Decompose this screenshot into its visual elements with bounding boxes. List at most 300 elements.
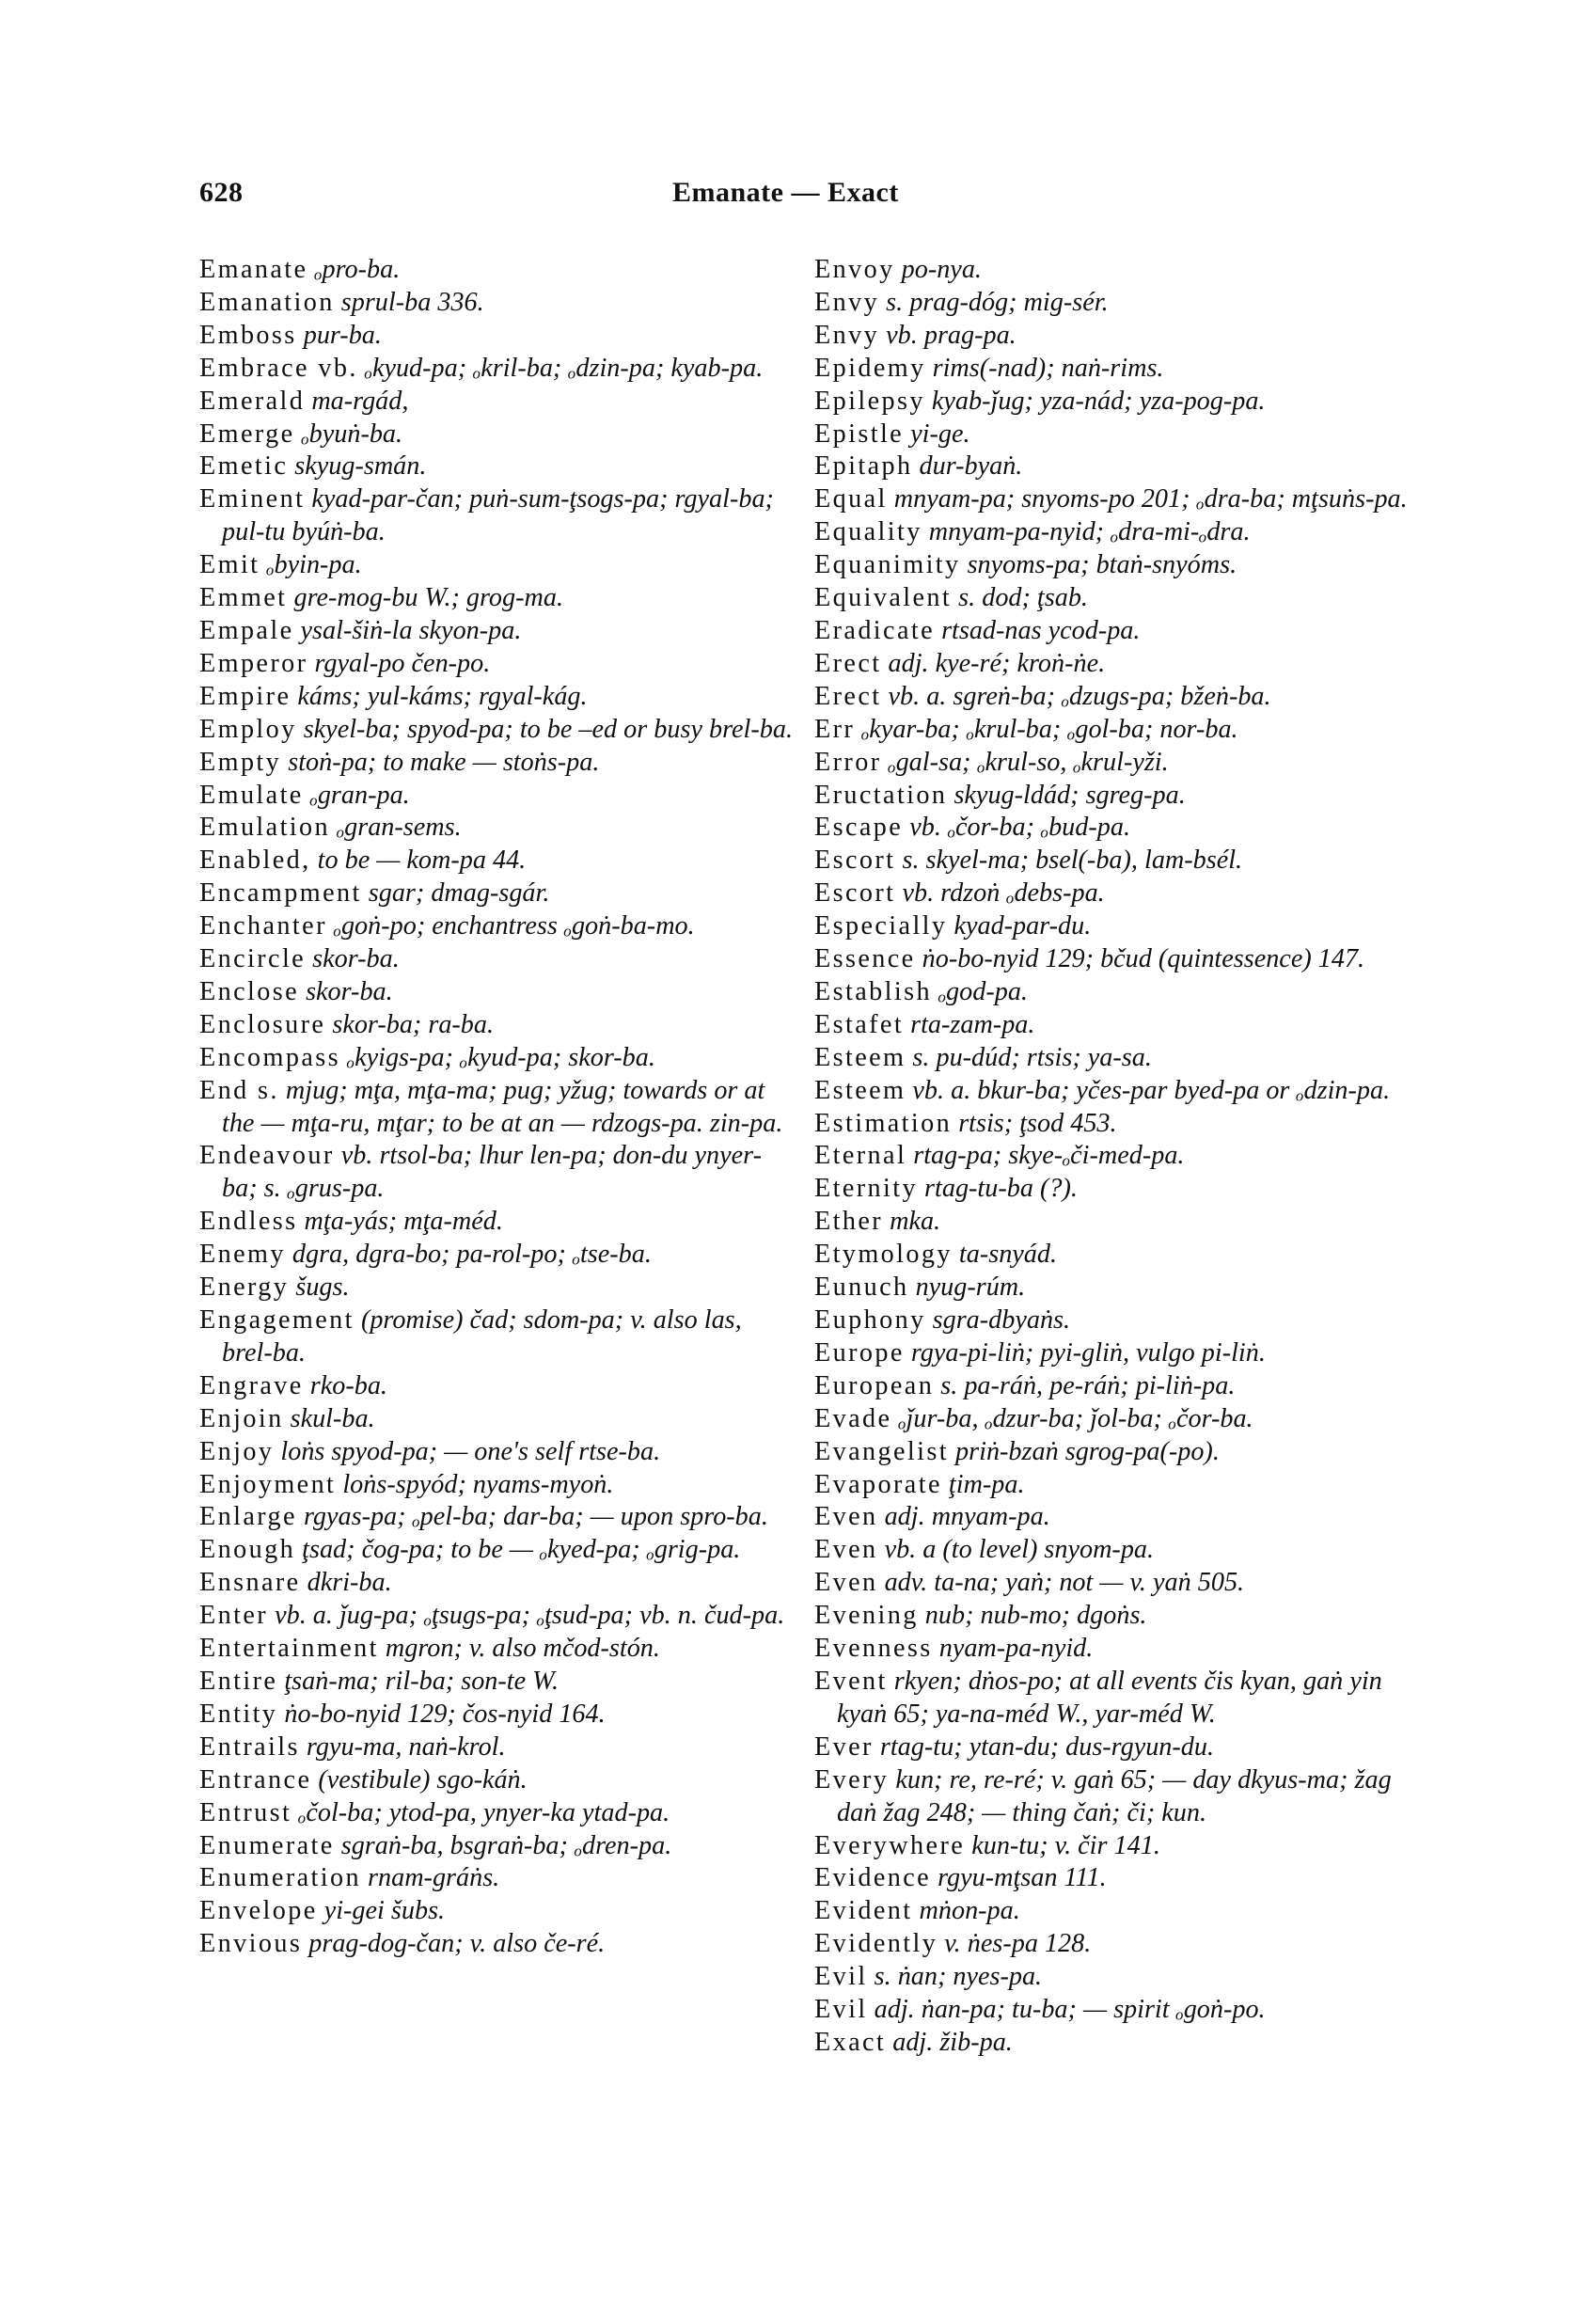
entry-headword: Enclose (199, 976, 300, 1006)
entry-headword: Engrave (199, 1370, 304, 1400)
entry-headword: Escort (814, 846, 896, 876)
entry-definition: kyab-ǰug; yza-nád; yza-pog-pa. (931, 386, 1266, 416)
entry-definition: mjug; mţa, mţa-ma; pug; yžug; towards or at the — mţa-ru, mţar; to be at an — rdzogs-pa. zin-pa. (222, 1075, 783, 1138)
entry-headword: Escort (814, 878, 896, 909)
dictionary-entry (199, 353, 796, 386)
entry-headword: Encampment (199, 878, 362, 909)
entry-definition: skor-ba. (312, 944, 400, 974)
entry-definition: rgyas-pa; ₒpel-ba; dar-ba; — upon spro-ba. (303, 1502, 768, 1532)
entry-definition: rko-ba. (309, 1370, 387, 1400)
entry-definition: yi-ge. (910, 419, 970, 449)
entry-definition: ma-rgád, (311, 386, 409, 416)
dictionary-entry (814, 1272, 1416, 1304)
entry-headword: Engagement (199, 1305, 355, 1335)
dictionary-entry (199, 681, 796, 714)
dictionary-entry (199, 320, 796, 353)
dictionary-entry (199, 483, 796, 549)
entry-headword: Erect (814, 681, 882, 711)
entry-headword: Especially (814, 911, 948, 941)
entry-definition: ₒgran-pa. (309, 780, 410, 810)
dictionary-entry (814, 1337, 1416, 1370)
entry-definition: s. prag-dóg; mig-sér. (886, 287, 1109, 317)
entry-headword: Europe (814, 1337, 905, 1368)
dictionary-entry (199, 648, 796, 681)
dictionary-entry (814, 1666, 1416, 1731)
dictionary-entry (199, 1403, 796, 1436)
entry-headword: Endeavour (199, 1141, 335, 1171)
entry-headword: Emanation (199, 287, 335, 317)
entry-definition: ₒpro-ba. (314, 255, 401, 284)
dictionary-entry (814, 976, 1416, 1009)
dictionary-entry (814, 549, 1416, 582)
dictionary-entry (814, 943, 1416, 976)
entry-headword: Endless (199, 1207, 298, 1237)
entry-definition: ₒǰur-ba, ₒdzur-ba; ǰol-ba; ₒčor-ba. (898, 1403, 1253, 1433)
dictionary-entry (814, 1895, 1416, 1928)
dictionary-entry (199, 1140, 796, 1206)
dictionary-entry (814, 1075, 1416, 1108)
entry-headword: Epistle (814, 419, 905, 449)
entry-definition: stoṅ-pa; to make — stoṅs-pa. (288, 747, 600, 777)
entry-definition: kun-tu; v. čir 141. (971, 1830, 1160, 1860)
entry-definition: ₒčol-ba; ytod-pa, ynyer-ka ytad-pa. (298, 1797, 670, 1827)
dictionary-entry (199, 1304, 796, 1370)
entry-headword: Entrails (199, 1731, 300, 1762)
entry-headword: Enough (199, 1535, 296, 1565)
entry-headword: Emit (199, 550, 260, 580)
entry-definition: adj. ṅan-pa; tu-ba; — spirit ₒgoṅ-po. (874, 1995, 1266, 2025)
page-number: 628 (199, 177, 244, 208)
entry-definition: skyug-ldád; sgreg-pa. (953, 780, 1186, 810)
entry-headword: Emetic (199, 451, 289, 482)
entry-definition: adv. ta-na; yaṅ; not — v. yaṅ 505. (884, 1568, 1245, 1598)
dictionary-entry (814, 1173, 1416, 1206)
entry-definition: mnyam-pa-nyid; ₒdra-mi-ₒdra. (928, 517, 1251, 547)
dictionary-entry (199, 1699, 796, 1731)
dictionary-entry (814, 1862, 1416, 1895)
entry-headword: Eunuch (814, 1273, 909, 1303)
dictionary-entry (814, 1239, 1416, 1272)
entry-headword: Eminent (199, 484, 306, 514)
dictionary-entry (199, 1534, 796, 1567)
running-head: Emanate — Exact (672, 177, 899, 208)
entry-definition: snyoms-pa; btaṅ-snyóms. (967, 550, 1237, 580)
entry-headword: Entrust (199, 1797, 292, 1827)
dictionary-entry (199, 1436, 796, 1469)
dictionary-entry (814, 483, 1416, 516)
entry-definition: mṅon-pa. (919, 1896, 1020, 1926)
dictionary-entry (814, 845, 1416, 877)
entry-headword: Enclosure (199, 1009, 326, 1039)
dictionary-entry (814, 1830, 1416, 1863)
entry-definition: rta-zam-pa. (910, 1009, 1035, 1039)
entry-headword: Emulation (199, 813, 331, 843)
entry-headword: Envious (199, 1929, 303, 1959)
entry-definition: adj. žib-pa. (892, 2027, 1013, 2057)
entry-headword: Encompass (199, 1042, 340, 1072)
entry-headword: Etymology (814, 1240, 953, 1270)
entry-definition: pur-ba. (303, 320, 382, 350)
dictionary-entry (199, 254, 796, 287)
entry-definition: dur-byaṅ. (919, 451, 1023, 482)
entry-definition: rgyu-ma, naṅ-krol. (306, 1731, 506, 1762)
entry-definition: vb. ₒčor-ba; ₒbud-pa. (909, 813, 1130, 843)
dictionary-entry (199, 1764, 796, 1797)
entry-definition: s. ṅan; nyes-pa. (874, 1962, 1043, 1992)
entry-definition: rgyu-mţsan 111. (938, 1863, 1107, 1893)
entry-headword: Estimation (814, 1108, 953, 1138)
entry-definition: ₒgal-sa; ₒkrul-so, ₒkrul-yži. (888, 747, 1169, 777)
entry-headword: Eructation (814, 780, 948, 810)
entry-headword: Even (814, 1502, 878, 1532)
entry-headword: Emerald (199, 386, 306, 416)
entry-headword: Evil (814, 1995, 868, 2025)
entry-headword: Even (814, 1568, 878, 1598)
dictionary-entry (814, 516, 1416, 549)
entry-definition: s. pu-dúd; rtsis; ya-sa. (912, 1042, 1152, 1072)
entry-headword: Eternity (814, 1174, 918, 1204)
dictionary-entry (199, 1600, 796, 1633)
dictionary-entry (814, 287, 1416, 320)
entry-headword: Essence (814, 944, 916, 974)
entry-headword: Entertainment (199, 1634, 379, 1664)
dictionary-entry (814, 877, 1416, 910)
dictionary-entry (199, 910, 796, 943)
entry-definition: rgya-pi-liṅ; pyi-gliṅ, vulgo pi-liṅ. (910, 1337, 1266, 1368)
entry-headword: Everywhere (814, 1830, 966, 1860)
entry-headword: Epitaph (814, 451, 913, 482)
entry-headword: Emulate (199, 780, 304, 810)
entry-headword: Euphony (814, 1305, 926, 1335)
dictionary-entry (814, 1042, 1416, 1075)
dictionary-entry (814, 1928, 1416, 1961)
dictionary-entry (814, 747, 1416, 780)
entry-headword: Evidence (814, 1863, 932, 1893)
entry-headword: Enjoy (199, 1436, 275, 1466)
entry-definition: rtag-pa; skye-ₒči-med-pa. (913, 1141, 1185, 1171)
entry-definition: vb. a (to level) snyom-pa. (884, 1535, 1155, 1565)
entry-definition: s. skyel-ma; bsel(-ba), lam-bsél. (902, 846, 1243, 876)
dictionary-entry (814, 419, 1416, 451)
entry-headword: Esteem (814, 1075, 906, 1105)
dictionary-entry (814, 1731, 1416, 1764)
entry-definition: mka. (890, 1207, 941, 1237)
entry-headword: Enumerate (199, 1830, 335, 1860)
entry-definition: nub; nub-mo; dgoṅs. (924, 1601, 1147, 1631)
entry-definition: ₒbyuṅ-ba. (301, 419, 403, 449)
dictionary-entry (199, 1239, 796, 1272)
dictionary-entry (199, 1731, 796, 1764)
dictionary-entry (814, 648, 1416, 681)
left-column (199, 254, 796, 1961)
entry-headword: Equal (814, 484, 888, 514)
entry-definition: dkri-ba. (307, 1568, 392, 1598)
dictionary-entry (199, 1666, 796, 1699)
entry-headword: Emanate (199, 255, 308, 284)
dictionary-entry (199, 1797, 796, 1830)
dictionary-entry (199, 812, 796, 845)
entry-definition: ysal-šiṅ-la skyon-pa. (300, 615, 522, 645)
dictionary-entry (814, 1633, 1416, 1666)
dictionary-entry (199, 714, 796, 747)
entry-headword: Entity (199, 1699, 278, 1729)
entry-definition: (promise) čad; sdom-pa; v. also las, brel-ba. (222, 1305, 742, 1368)
dictionary-entry (814, 1370, 1416, 1403)
dictionary-entry (814, 780, 1416, 813)
entry-headword: Energy (199, 1273, 290, 1303)
entry-definition: sgra-dbyaṅs. (932, 1305, 1071, 1335)
entry-headword: Erect (814, 648, 882, 678)
dictionary-entry (814, 812, 1416, 845)
entry-definition: vb. a. bkur-ba; yčes-par byed-pa or ₒdzin-pa. (912, 1075, 1391, 1105)
dictionary-entry (814, 1403, 1416, 1436)
dictionary-entry (199, 1042, 796, 1075)
entry-headword: Enabled, (199, 846, 311, 876)
entry-definition: ₒkyud-pa; ₒkril-ba; ₒdzin-pa; kyab-pa. (364, 353, 764, 383)
entry-headword: Enjoyment (199, 1469, 337, 1499)
entry-headword: Equivalent (814, 583, 953, 613)
dictionary-entry (199, 549, 796, 582)
entry-headword: Evil (814, 1962, 868, 1992)
entry-definition: rkyen; dṅos-po; at all events čis kyan, gaṅ yin kyaṅ 65; ya-na-méd W., yar-méd W. (837, 1666, 1382, 1729)
entry-headword: Empire (199, 681, 292, 711)
dictionary-entry (814, 910, 1416, 943)
entry-headword: Event (814, 1666, 888, 1696)
dictionary-entry (814, 1600, 1416, 1633)
dictionary-entry (814, 1764, 1416, 1830)
entry-definition: skor-ba. (306, 976, 393, 1006)
dictionary-entry (814, 1534, 1416, 1567)
entry-headword: Enemy (199, 1240, 286, 1270)
entry-definition: rims(-nad); naṅ-rims. (932, 353, 1164, 383)
entry-definition: ţsaṅ-ma; ril-ba; son-te W. (284, 1666, 559, 1696)
dictionary-entry (814, 681, 1416, 714)
entry-definition: káms; yul-káms; rgyal-kág. (297, 681, 588, 711)
dictionary-entry (199, 877, 796, 910)
entry-headword: Empty (199, 747, 282, 777)
entry-definition: rtsad-nas ycod-pa. (941, 615, 1141, 645)
dictionary-entry (814, 1206, 1416, 1239)
entry-headword: Entrance (199, 1764, 312, 1794)
entry-definition: ţim-pa. (948, 1469, 1025, 1499)
entry-definition: priṅ-bzaṅ sgrog-pa(-po). (955, 1436, 1220, 1466)
entry-definition: vb. prag-pa. (886, 320, 1017, 350)
entry-definition: rtag-tu; ytan-du; dus-rgyun-du. (879, 1731, 1215, 1762)
entry-definition: adj. kye-ré; kroṅ-ṅe. (888, 648, 1106, 678)
dictionary-entry (814, 1108, 1416, 1141)
entry-headword: Eradicate (814, 615, 936, 645)
entry-definition: šugs. (295, 1273, 350, 1303)
entry-headword: Eternal (814, 1141, 907, 1171)
entry-headword: Ever (814, 1731, 874, 1762)
entry-headword: Equality (814, 517, 922, 547)
entry-definition: mgron; v. also mčod-stón. (385, 1634, 660, 1664)
entry-definition: vb. a. sgreṅ-ba; ₒdzugs-pa; bžeṅ-ba. (888, 681, 1271, 711)
dictionary-entry (199, 1009, 796, 1042)
entry-definition: skyel-ba; spyod-pa; to be –ed or busy brel-ba. (303, 714, 793, 744)
entry-definition: nyug-rúm. (915, 1273, 1026, 1303)
dictionary-entry (814, 353, 1416, 386)
entry-headword: Epidemy (814, 353, 926, 383)
entry-definition: ₒkyigs-pa; ₒkyud-pa; skor-ba. (347, 1042, 655, 1072)
entry-definition: ₒkyar-ba; ₒkrul-ba; ₒgol-ba; nor-ba. (861, 714, 1238, 744)
entry-definition: loṅs-spyód; nyams-myoṅ. (342, 1469, 614, 1499)
entry-headword: European (814, 1370, 935, 1400)
entry-definition: vb. rdzoṅ ₒdebs-pa. (902, 878, 1105, 909)
entry-headword: Esteem (814, 1042, 906, 1072)
entry-headword: Employ (199, 714, 297, 744)
entry-definition: ţsad; čog-pa; to be — ₒkyed-pa; ₒgrig-pa. (302, 1535, 741, 1565)
entry-definition: rgyal-po čen-po. (314, 648, 491, 678)
entry-definition: rtsis; ţsod 453. (958, 1108, 1117, 1138)
entry-definition: v. ṅes-pa 128. (944, 1929, 1092, 1959)
entry-definition: rtag-tu-ba (?). (924, 1174, 1078, 1204)
dictionary-entry (199, 1830, 796, 1863)
dictionary-entry (814, 254, 1416, 287)
dictionary-entry (199, 615, 796, 648)
entry-headword: Exact (814, 2027, 887, 2057)
entry-headword: Even (814, 1535, 878, 1565)
entry-definition: po-nya. (901, 255, 982, 284)
dictionary-entry (814, 386, 1416, 419)
entry-headword: Encircle (199, 944, 307, 974)
entry-definition: ₒgoṅ-po; enchantress ₒgoṅ-ba-mo. (333, 911, 695, 941)
entry-headword: Evening (814, 1601, 919, 1631)
entry-headword: Evade (814, 1403, 892, 1433)
entry-headword: Envelope (199, 1896, 318, 1926)
dictionary-entry (199, 1633, 796, 1666)
entry-definition: sprul-ba 336. (340, 287, 484, 317)
entry-headword: End s. (199, 1075, 279, 1105)
entry-headword: Error (814, 747, 882, 777)
entry-definition: gre-mog-bu W.; grog-ma. (293, 583, 564, 613)
entry-definition: s. dod; ţsab. (958, 583, 1088, 613)
entry-definition: nyam-pa-nyid. (938, 1634, 1094, 1664)
dictionary-entry (199, 976, 796, 1009)
dictionary-entry (814, 1009, 1416, 1042)
entry-headword: Envy (814, 287, 880, 317)
entry-definition: ṅo-bo-nyid 129; čos-nyid 164. (284, 1699, 606, 1729)
entry-headword: Envy (814, 320, 880, 350)
entry-definition: vb. a. ǰug-pa; ₒţsugs-pa; ₒţsud-pa; vb. n. čud-pa. (275, 1601, 785, 1631)
dictionary-entry (199, 747, 796, 780)
entry-headword: Err (814, 714, 856, 744)
entry-definition: ₒgod-pa. (938, 976, 1028, 1006)
dictionary-entry (199, 1567, 796, 1600)
entry-headword: Enumeration (199, 1863, 361, 1893)
entry-definition: loṅs spyod-pa; — one's self rtse-ba. (280, 1436, 661, 1466)
dictionary-entry (199, 1501, 796, 1534)
entry-headword: Evenness (814, 1634, 933, 1664)
dictionary-entry (814, 1304, 1416, 1337)
entry-headword: Evaporate (814, 1469, 942, 1499)
entry-definition: kyad-par-čan; puṅ-sum-ţsogs-pa; rgyal-ba; pul-tu byúṅ-ba. (222, 484, 774, 547)
entry-definition: dgra, dgra-bo; pa-rol-po; ₒtse-ba. (292, 1240, 652, 1270)
entry-headword: Emerge (199, 419, 295, 449)
entry-definition: ṅo-bo-nyid 129; bčud (quintessence) 147. (922, 944, 1365, 974)
entry-definition: sgar; dmag-sgár. (368, 878, 550, 909)
right-column (814, 254, 1416, 2060)
entry-definition: adj. mnyam-pa. (884, 1502, 1050, 1532)
dictionary-entry (814, 1961, 1416, 1994)
dictionary-entry (199, 287, 796, 320)
dictionary-entry (199, 582, 796, 615)
entry-headword: Empale (199, 615, 294, 645)
entry-headword: Evidently (814, 1929, 938, 1959)
entry-headword: Enjoin (199, 1403, 284, 1433)
dictionary-entry (199, 1370, 796, 1403)
dictionary-entry (814, 2027, 1416, 2060)
dictionary-entry (199, 845, 796, 877)
dictionary-entry (199, 1206, 796, 1239)
entry-definition: vb. rtsol-ba; lhur len-pa; don-du ynyer-ba; s. ₒgrus-pa. (222, 1141, 762, 1204)
dictionary-entry (814, 1436, 1416, 1469)
entry-headword: Evangelist (814, 1436, 949, 1466)
entry-definition: skul-ba. (290, 1403, 375, 1433)
entry-definition: skor-ba; ra-ba. (332, 1009, 495, 1039)
entry-headword: Enter (199, 1601, 269, 1631)
entry-headword: Epilepsy (814, 386, 925, 416)
entry-definition: (vestibule) sgo-káṅ. (318, 1764, 528, 1794)
entry-definition: s. pa-ráṅ, pe-ráṅ; pi-liṅ-pa. (940, 1370, 1236, 1400)
dictionary-entry (814, 714, 1416, 747)
entry-definition: ta-snyád. (958, 1240, 1058, 1270)
dictionary-entry (814, 1140, 1416, 1173)
entry-headword: Emperor (199, 648, 308, 678)
entry-headword: Every (814, 1764, 890, 1794)
dictionary-entry (814, 320, 1416, 353)
dictionary-entry (814, 615, 1416, 648)
dictionary-entry (199, 1075, 796, 1141)
dictionary-entry (814, 1567, 1416, 1600)
entry-definition: ₒbyin-pa. (266, 550, 362, 580)
entry-definition: kun; re, re-ré; v. gaṅ 65; — day dkyus-ma; žag daṅ žag 248; — thing čaṅ; či; kun. (837, 1764, 1392, 1827)
dictionary-entry (814, 451, 1416, 483)
entry-headword: Estafet (814, 1009, 905, 1039)
entry-headword: Enchanter (199, 911, 327, 941)
dictionary-entry (199, 1895, 796, 1928)
dictionary-entry (199, 451, 796, 483)
dictionary-entry (199, 386, 796, 419)
entry-headword: Emboss (199, 320, 297, 350)
entry-definition: mnyam-pa; snyoms-po 201; ₒdra-ba; mţsuṅs-pa. (893, 484, 1408, 514)
entry-definition: skyug-smán. (294, 451, 427, 482)
entry-headword: Ether (814, 1207, 884, 1237)
entry-definition: prag-dog-čan; v. also če-ré. (308, 1929, 606, 1959)
dictionary-entry (814, 1501, 1416, 1534)
entry-definition: kyad-par-du. (953, 911, 1092, 941)
dictionary-entry (199, 1272, 796, 1304)
dictionary-entry (199, 419, 796, 451)
entry-definition: yi-gei šubs. (323, 1896, 446, 1926)
entry-headword: Establish (814, 976, 932, 1006)
dictionary-entry (199, 943, 796, 976)
entry-definition: to be — kom-pa 44. (317, 846, 527, 876)
entry-headword: Embrace vb. (199, 353, 358, 383)
entry-headword: Emmet (199, 583, 288, 613)
dictionary-entry (814, 582, 1416, 615)
dictionary-entry (814, 1469, 1416, 1502)
entry-definition: mţa-yás; mţa-méd. (304, 1207, 503, 1237)
dictionary-entry (199, 780, 796, 813)
dictionary-entry (199, 1862, 796, 1895)
dictionary-entry (199, 1469, 796, 1502)
entry-headword: Envoy (814, 255, 895, 284)
entry-headword: Entire (199, 1666, 278, 1696)
entry-definition: rnam-gráṅs. (368, 1863, 500, 1893)
entry-headword: Equanimity (814, 550, 961, 580)
dictionary-entry (814, 1994, 1416, 2027)
